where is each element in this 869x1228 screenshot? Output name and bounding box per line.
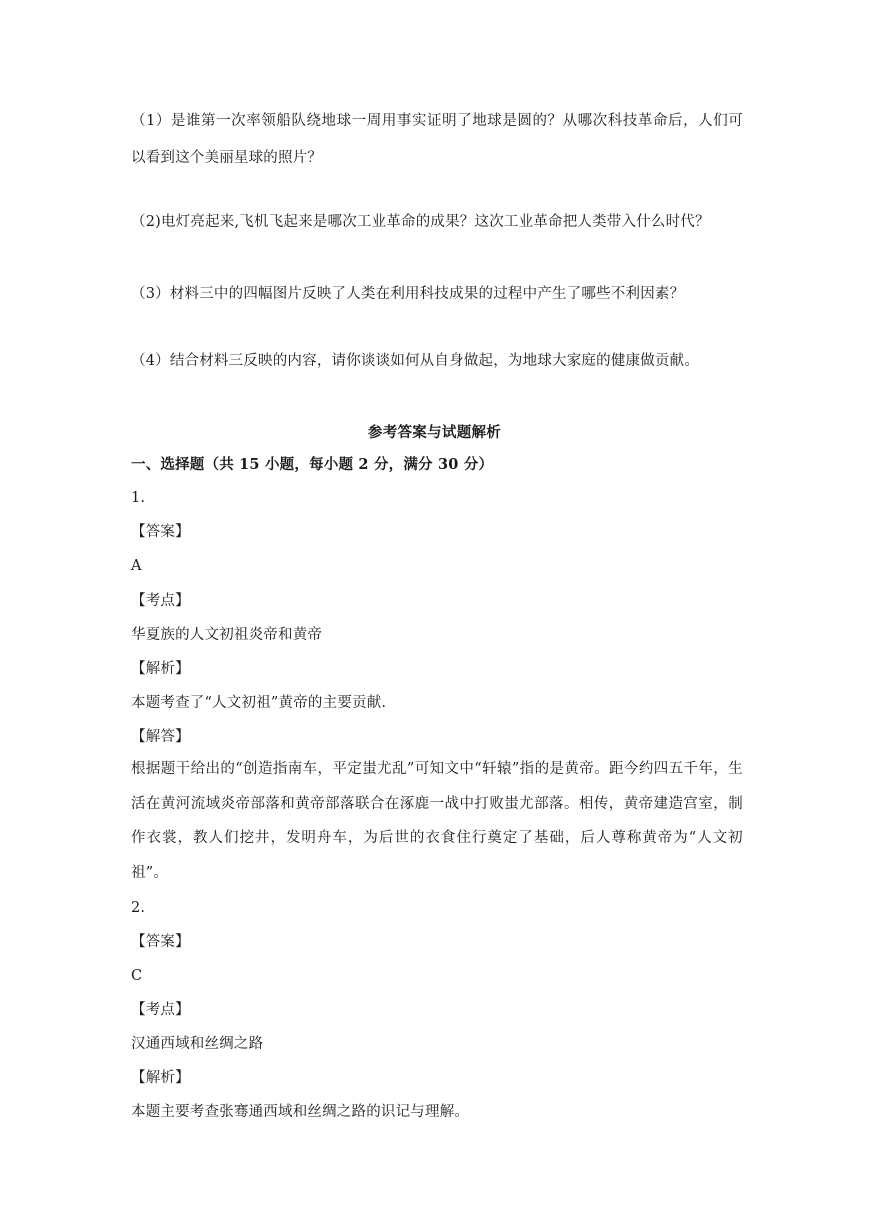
question-4: （4）结合材料三反映的内容，请你谈谈如何从自身做起，为地球大家庭的健康做贡献。 [131, 353, 700, 369]
item-1-solution: 根据题干给出的“创造指南车，平定蚩尤乱”可知文中“轩辕”指的是黄帝。距今约四五千年，生活在黄河流域炎帝部落和黄帝部落联合在涿鹿一战中打败蚩尤部落。相传，黄帝建造宫室，制作衣裳，教人们挖井，发明舟车，为后世的衣食住行奠定了基础，后人尊称黄帝为“人文初祖”。 [131, 761, 743, 881]
item-2-point: 汉通西域和丝绸之路 [131, 1036, 264, 1052]
item-2-answer: C [131, 968, 143, 984]
item-1-analysis: 本题考查了“人文初祖”黄帝的主要贡献. [131, 695, 387, 711]
question-3: （3）材料三中的四幅图片反映了人类在利用科技成果的过程中产生了哪些不利因素？ [131, 286, 685, 302]
item-1-point: 华夏族的人文初祖炎帝和黄帝 [131, 627, 323, 643]
item-2-number: 2. [131, 900, 146, 916]
question-2: （2)电灯亮起来,飞机飞起来是哪次工业革命的成果？这次工业革命把人类带入什么时代？ [131, 214, 710, 230]
item-2-point-label: 【考点】 [131, 1002, 190, 1018]
item-1-answer-label: 【答案】 [131, 524, 190, 540]
item-2-analysis-label: 【解析】 [131, 1070, 190, 1086]
question-1: （1）是谁第一次率领船队绕地球一周用事实证明了地球是圆的？从哪次科技革命后，人们可以看到这个美丽星球的照片？ [131, 113, 743, 166]
item-2-answer-label: 【答案】 [131, 934, 190, 950]
item-2-analysis: 本题主要考查张骞通西域和丝绸之路的识记与理解。 [131, 1104, 470, 1120]
item-1-number: 1. [131, 490, 146, 506]
section-heading: 一、选择题（共 15 小题，每小题 2 分，满分 30 分） [131, 456, 494, 473]
item-1-point-label: 【考点】 [131, 593, 190, 609]
item-1-solution-label: 【解答】 [131, 729, 190, 745]
answers-title: 参考答案与试题解析 [367, 424, 502, 441]
item-1-answer: A [131, 558, 142, 574]
item-1-analysis-label: 【解析】 [131, 661, 190, 677]
